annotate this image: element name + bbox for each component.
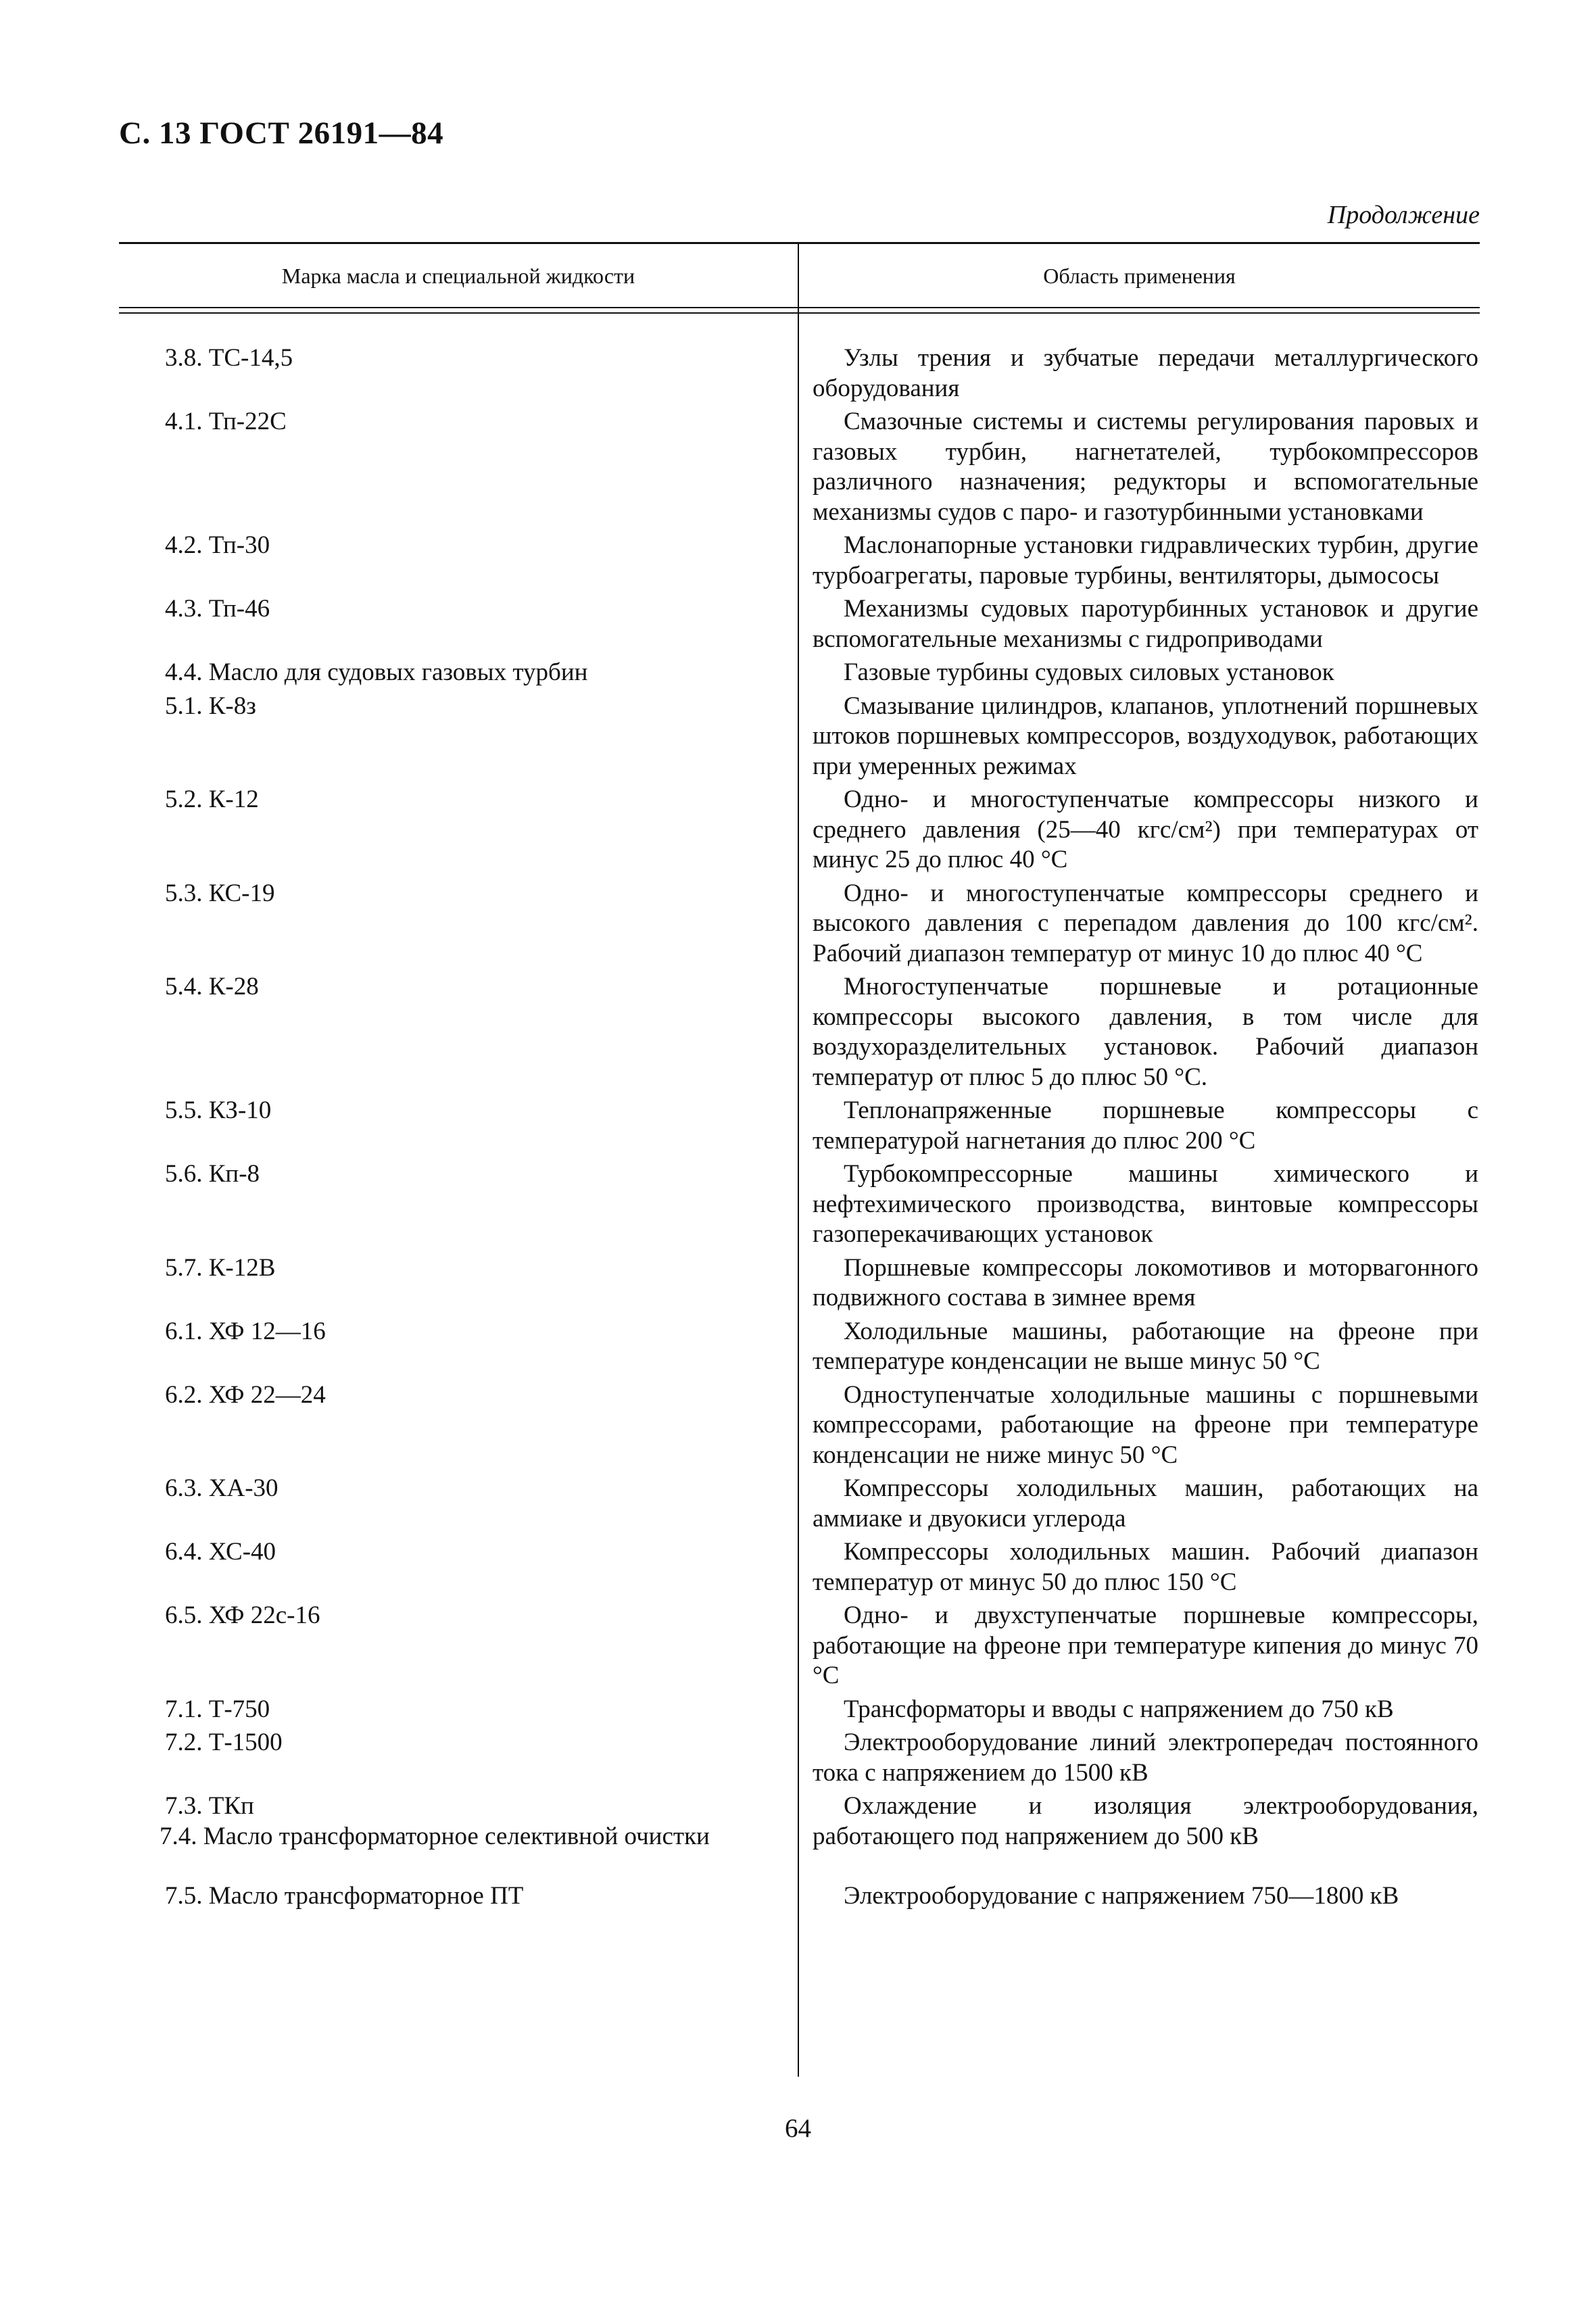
oil-grade-name: К-12 [208, 786, 259, 813]
application-cell: Компрессоры холодильных машин, работающих на аммиаке и двуокиси углерода [813, 1474, 1478, 1533]
table-row [119, 658, 1480, 688]
oil-grade-name: К-12В [208, 1253, 276, 1282]
oil-grade-name: КС-19 [208, 879, 275, 907]
oil-grade-name: Тп-30 [208, 531, 270, 559]
oil-grade-name: ХФ 22с-16 [208, 1601, 320, 1629]
table-row [119, 1096, 1480, 1156]
table-row [119, 1728, 1480, 1788]
oil-grade-cell [119, 1881, 798, 1912]
table-row [119, 785, 1480, 875]
oil-grade-cell [119, 1159, 798, 1190]
row-number: 3.8. [165, 344, 203, 372]
table-row [119, 1474, 1480, 1534]
row-number: 4.4. [165, 658, 203, 686]
continuation-label: Продолжение [1327, 201, 1480, 229]
row-number: 6.5. [165, 1601, 203, 1629]
oil-grade-cell [119, 1317, 798, 1347]
application-cell: Теплонапряженные поршневые компрессоры с температурой нагнетания до плюс 200 °С [813, 1096, 1478, 1155]
oil-grade-cell [119, 407, 798, 437]
application-cell: Одно- и двухступенчатые поршневые компрессоры, работающие на фреоне при температуре кипения до минус 70 °С [813, 1601, 1478, 1689]
oil-grade-name: Масло для судовых газовых турбин [208, 658, 588, 686]
row-number: 6.3. [165, 1474, 203, 1502]
oil-grade-name: ХФ 12—16 [208, 1317, 326, 1345]
oil-grade-cell [119, 1096, 798, 1126]
oil-grade-name: ХФ 22—24 [208, 1380, 326, 1409]
oil-grade-cell [119, 1253, 798, 1284]
row-number: 5.4. [165, 973, 203, 1000]
table-row [119, 1537, 1480, 1597]
oil-grade-name: ТКп [208, 1792, 254, 1820]
page-number: 64 [785, 2114, 811, 2143]
oil-grade-cell [119, 594, 798, 625]
oil-grade-cell-continued [160, 1822, 710, 1852]
table-row [119, 1601, 1480, 1691]
application-cell: Турбокомпрессорные машины химического и нефтехимического производства, винтовые компрессоры газоперекачивающих установок [813, 1160, 1478, 1248]
table-row [119, 594, 1480, 654]
oil-grade-name: Тп-46 [208, 595, 270, 623]
application-cell: Многоступенчатые поршневые и ротационные компрессоры высокого давления, в том числе для воздухоразделительных установок. Рабочий диапазон температур от плюс 5 до плюс 50 °С. [813, 973, 1478, 1091]
table-row [119, 879, 1480, 969]
application-cell: Маслонапорные установки гидравлических турбин, другие турбоагрегаты, паровые турбины, вентиляторы, дымососы [813, 531, 1478, 589]
table-row [119, 972, 1480, 1092]
row-number: 6.2. [165, 1380, 203, 1409]
table-row [119, 1253, 1480, 1313]
row-number: 5.1. [165, 692, 203, 720]
oil-grade-cell [119, 531, 798, 561]
application-cell: Одно- и многоступенчатые компрессоры среднего и высокого давления с перепадом давления до 100 кгс/см². Рабочий диапазон температур от минус 10 до плюс 40 °С [813, 879, 1478, 967]
page-header: С. 13 ГОСТ 26191—84 [119, 116, 444, 151]
row-number: 7.5. [165, 1882, 203, 1910]
application-cell: Компрессоры холодильных машин. Рабочий диапазон температур от минус 50 до плюс 150 °С [813, 1538, 1478, 1596]
row-number: 7.4. [160, 1822, 197, 1850]
oil-grade-cell [119, 1601, 798, 1631]
table-row [119, 407, 1480, 527]
oil-grade-cell [119, 1728, 798, 1758]
column-header-application: Область применения [1043, 264, 1236, 288]
application-cell: Одноступенчатые холодильные машины с поршневыми компрессорами, работающие на фреоне при температуре конденсации не ниже минус 50 °С [813, 1380, 1478, 1469]
row-number: 4.2. [165, 531, 203, 559]
application-cell: Смазывание цилиндров, клапанов, уплотнений поршневых штоков поршневых компрессоров, воздуходувок, работающих при умеренных режимах [813, 692, 1478, 780]
table-row [119, 1380, 1480, 1471]
oil-grade-name: ТС-14,5 [208, 344, 293, 372]
oil-grade-cell [119, 658, 798, 688]
table-row [119, 531, 1480, 591]
application-cell: Механизмы судовых паротурбинных установок и другие вспомогательные механизмы с гидроприводами [813, 595, 1478, 653]
oil-grade-cell [119, 1537, 798, 1568]
table-row [119, 1317, 1480, 1377]
row-number: 5.2. [165, 786, 203, 813]
oil-grade-name: Т-750 [208, 1695, 270, 1723]
header-double-rule-lower [119, 312, 1480, 314]
application-cell: Холодильные машины, работающие на фреоне при температуре конденсации не выше минус 50 °С [813, 1317, 1478, 1375]
application-cell: Электрооборудование линий электропередач постоянного тока с напряжением до 1500 кВ [813, 1729, 1478, 1787]
application-cell: Одно- и многоступенчатые компрессоры низкого и среднего давления (25—40 кгс/см²) при температурах от минус 25 до плюс 40 °С [813, 786, 1478, 873]
application-cell: Узлы трения и зубчатые передачи металлургического оборудования [813, 344, 1478, 402]
table-row [119, 1159, 1480, 1250]
oil-grade-cell [119, 343, 798, 374]
row-number: 7.2. [165, 1729, 203, 1756]
oil-grade-name: Масло трансформаторное ПТ [208, 1882, 524, 1910]
oil-application-table [119, 242, 1480, 2077]
table-body [119, 343, 1480, 1915]
table-row [119, 1881, 1480, 1912]
oil-grade-name: Т-1500 [208, 1729, 283, 1756]
row-number: 5.7. [165, 1253, 203, 1282]
row-number: 6.4. [165, 1538, 203, 1566]
column-header-oil-grade: Марка масла и специальной жидкости [281, 264, 635, 288]
oil-grade-name: ХС-40 [208, 1538, 276, 1566]
row-number: 5.3. [165, 879, 203, 907]
oil-grade-name: К-8з [208, 692, 256, 720]
row-number: 6.1. [165, 1317, 203, 1345]
oil-grade-name: К-28 [208, 973, 259, 1000]
table-top-rule [119, 242, 1480, 244]
oil-grade-name: ХА-30 [208, 1474, 279, 1502]
oil-grade-cell [119, 1474, 798, 1504]
oil-grade-cell [119, 692, 798, 722]
row-number: 5.6. [165, 1160, 203, 1188]
row-number: 4.1. [165, 408, 203, 435]
row-number: 7.1. [165, 1695, 203, 1723]
table-row [119, 343, 1480, 404]
row-number: 5.5. [165, 1096, 203, 1124]
table-row [119, 692, 1480, 782]
application-cell: Смазочные системы и системы регулирования паровых и газовых турбин, нагнетателей, турбокомпрессоров различного назначения; редукторы и вспомогательные механизмы судов с паро- и газотурбинными установками [813, 408, 1478, 526]
oil-grade-cell [119, 879, 798, 909]
oil-grade-name: КЗ-10 [208, 1096, 272, 1124]
oil-grade-cell [119, 1791, 798, 1852]
application-cell: Электрооборудование с напряжением 750—1800 кВ [844, 1882, 1399, 1910]
application-cell: Газовые турбины судовых силовых установок [844, 658, 1334, 686]
oil-grade-cell [119, 972, 798, 1003]
oil-grade-cell [119, 1380, 798, 1411]
oil-grade-name: Масло трансформаторное селективной очистки [203, 1822, 710, 1850]
oil-grade-name: Кп-8 [208, 1160, 260, 1188]
row-number: 4.3. [165, 595, 203, 623]
header-double-rule-upper [119, 307, 1480, 308]
application-cell: Трансформаторы и вводы с напряжением до 750 кВ [844, 1695, 1394, 1723]
oil-grade-cell [119, 1695, 798, 1725]
application-cell: Поршневые компрессоры локомотивов и моторвагонного подвижного состава в зимнее время [813, 1253, 1478, 1311]
row-number: 7.3. [165, 1792, 203, 1820]
oil-grade-name: Тп-22С [208, 408, 287, 435]
table-row [119, 1791, 1480, 1852]
table-row [119, 1695, 1480, 1725]
oil-grade-cell [119, 785, 798, 815]
application-cell: Охлаждение и изоляция электрооборудования, работающего под напряжением до 500 кВ [813, 1792, 1478, 1850]
